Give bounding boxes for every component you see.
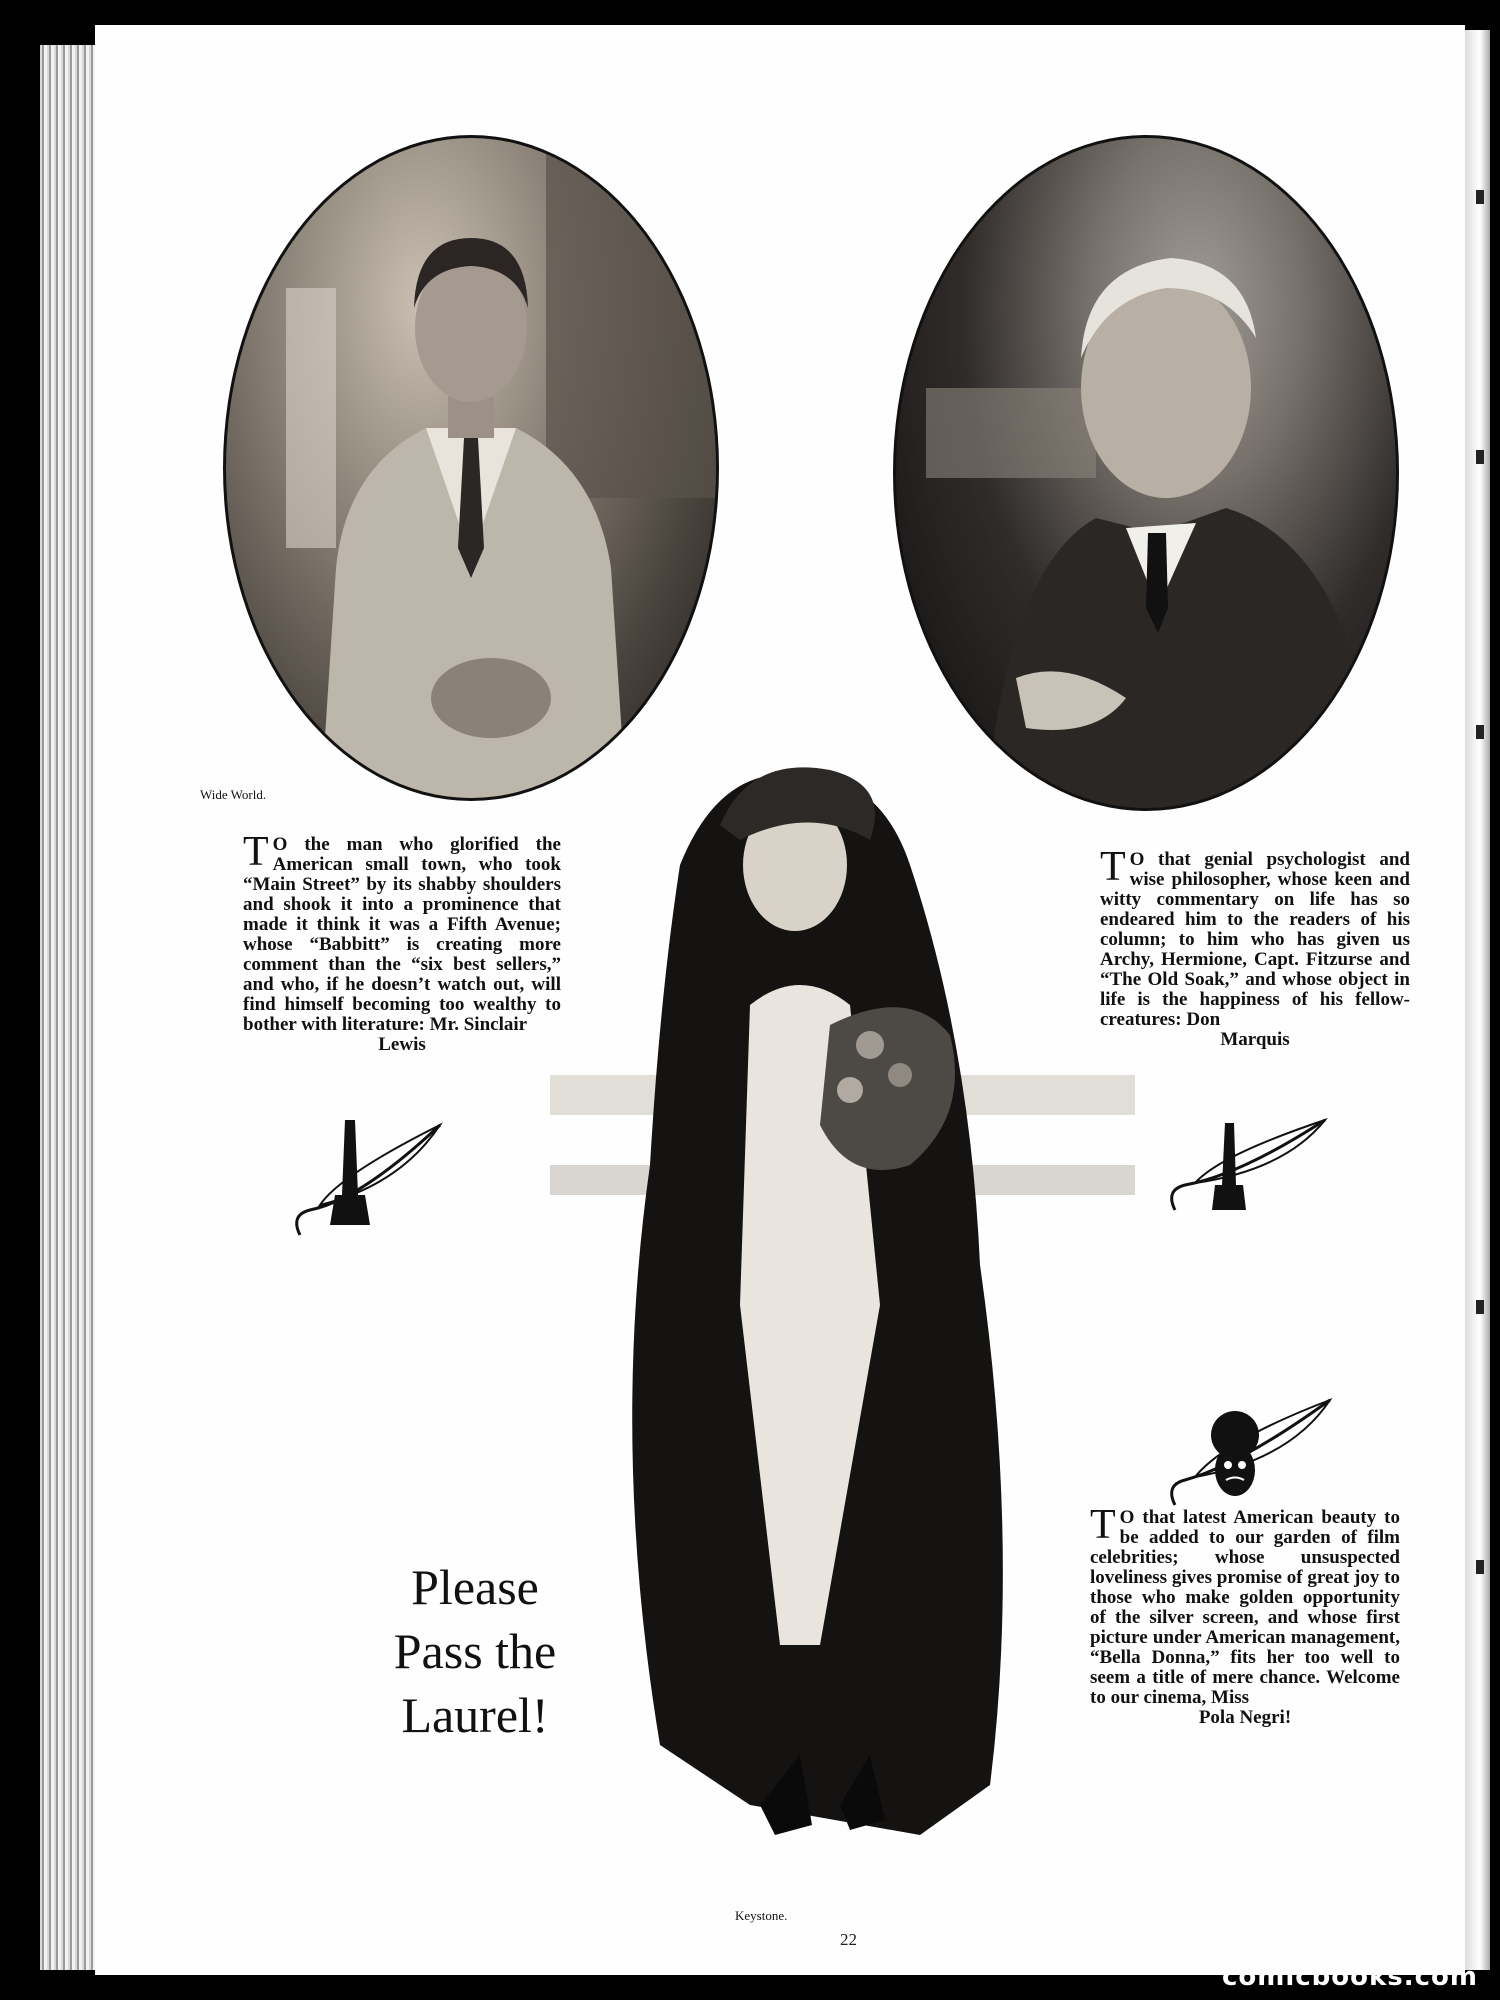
laurel-theatre-mask-ornament — [1160, 1395, 1340, 1515]
page-title-line-1: Please — [411, 1559, 539, 1615]
photo-credit-wide-world: Wide World. — [200, 787, 267, 802]
page-title-line-2: Pass the — [393, 1623, 557, 1679]
magazine-page — [95, 25, 1465, 1975]
page-title — [350, 1555, 600, 1747]
index-tab — [1476, 725, 1484, 739]
caption-pola-negri-name: Pola Negri! — [1198, 1707, 1292, 1728]
index-tab — [1476, 1560, 1484, 1574]
index-tab — [1476, 1300, 1484, 1314]
caption-pola-negri — [1090, 1502, 1400, 1728]
page-title-line-3: Laurel! — [401, 1687, 549, 1743]
book-spine-right — [1465, 30, 1490, 1970]
page-number: 22 — [840, 1930, 857, 1949]
caption-sinclair-lewis — [243, 829, 561, 1055]
laurel-quill-ornament-left — [280, 1115, 460, 1255]
index-tab — [1476, 190, 1484, 204]
portrait-sinclair-lewis — [223, 135, 719, 801]
caption-don-marquis — [1100, 844, 1410, 1050]
caption-pola-negri-text: TO that latest American beauty to be added to our garden of film celebrities; whose unsuspected loveliness gives promise of great joy to those who make golden opportunity of the silver screen, and whose first picture under American management, “Bella Donna,” fits her too well to seem a title of mere chance. Welcome to our cinema, Miss — [1090, 1502, 1400, 1708]
portrait-don-marquis — [893, 135, 1399, 811]
caption-don-marquis-text: TO that genial psychologist and wise philosopher, whose keen and witty commentary on life has so endeared him to the readers of his column; to him who has given us Archy, Hermione, Capt. Fitzurse and “The Old Soak,” and whose object in life is the happiness of his fellow-creatures: Don — [1100, 844, 1410, 1030]
caption-sinclair-lewis-text: TO the man who glorified the American small town, who took “Main Street” by its shabby shoulders and shook it into a prominence that made it think it was a Fifth Avenue; whose “Babbitt” is creating more comment than the “six best sellers,” and who, if he doesn’t watch out, will find himself becoming too wealthy to bother with literature: Mr. Sinclair — [243, 829, 561, 1035]
photo-credit-keystone: Keystone. — [735, 1908, 788, 1923]
index-tab — [1476, 450, 1484, 464]
caption-don-marquis-name: Marquis — [1220, 1029, 1290, 1050]
caption-sinclair-lewis-name: Lewis — [378, 1034, 426, 1055]
watermark-comicbooks: comicbooks.com — [1221, 1962, 1478, 1992]
laurel-quill-ornament-right — [1160, 1115, 1340, 1225]
portrait-pola-negri — [550, 745, 1135, 1915]
